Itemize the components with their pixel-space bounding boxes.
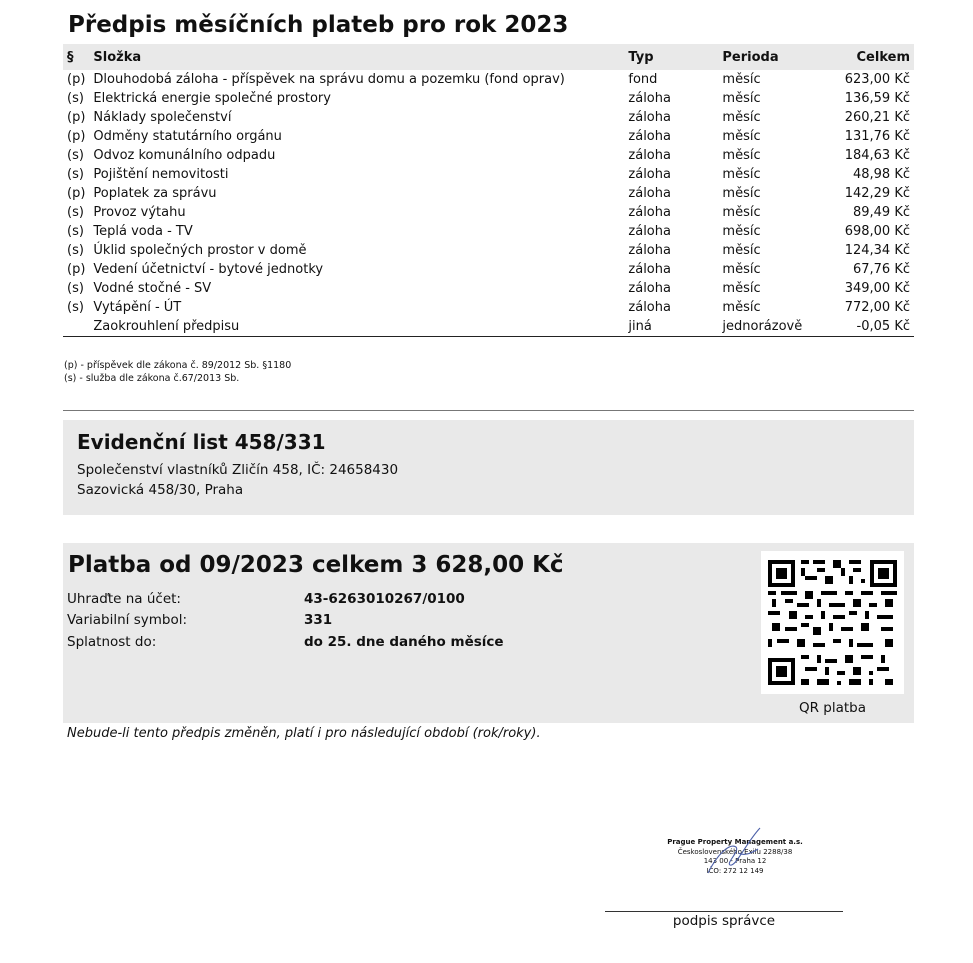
validity-note: Nebude-li tento předpis změněn, platí i pro následující období (rok/roky). — [67, 726, 541, 741]
header-name: Složka — [93, 49, 142, 65]
record-box — [63, 420, 914, 515]
row-period: měsíc — [722, 205, 761, 220]
note-s: (s) - služba dle zákona č.67/2013 Sb. — [64, 373, 240, 384]
stamp-city: 143 00 - Praha 12 — [703, 857, 767, 865]
header-period: Perioda — [722, 49, 779, 65]
row-period: měsíc — [722, 281, 761, 296]
due-label: Splatnost do: — [67, 634, 157, 650]
table-row — [63, 222, 914, 241]
row-mark: (s) — [67, 243, 84, 258]
row-total: 131,76 Kč — [844, 129, 910, 144]
row-type: záloha — [628, 129, 671, 144]
row-name: Vedení účetnictví - bytové jednotky — [93, 262, 324, 277]
stamp-street: Československého Exilu 2288/38 — [677, 847, 793, 856]
table-row — [63, 298, 914, 317]
signature-label: podpis správce — [672, 913, 776, 929]
header-type: Typ — [628, 49, 654, 65]
record-title: Evidenční list 458/331 — [77, 430, 326, 454]
row-name: Provoz výtahu — [93, 205, 186, 220]
row-total: 142,29 Kč — [844, 186, 910, 201]
row-total: 48,98 Kč — [852, 167, 910, 182]
row-mark: (s) — [67, 281, 84, 296]
row-type: záloha — [628, 224, 671, 239]
row-mark: (s) — [67, 300, 84, 315]
row-name: Poplatek za správu — [93, 186, 217, 201]
note-p: (p) - příspěvek dle zákona č. 89/2012 Sb. §1180 — [64, 360, 292, 371]
record-owner: Společenství vlastníků Zličín 458, IČ: 24658430 — [77, 462, 399, 478]
table-row — [63, 70, 914, 89]
row-name: Odvoz komunálního odpadu — [93, 148, 276, 163]
row-mark: (s) — [67, 205, 84, 220]
table-row — [63, 108, 914, 127]
table-row — [63, 89, 914, 108]
row-name: Pojištění nemovitosti — [93, 167, 229, 182]
row-name: Náklady společenství — [93, 110, 232, 125]
row-name: Teplá voda - TV — [93, 224, 193, 239]
row-mark: (p) — [67, 186, 86, 201]
row-total: 623,00 Kč — [844, 72, 910, 87]
row-mark: (p) — [67, 262, 86, 277]
table-row — [63, 317, 914, 337]
account-label: Uhraďte na účet: — [67, 591, 181, 607]
row-type: záloha — [628, 300, 671, 315]
row-type: záloha — [628, 281, 671, 296]
row-type: záloha — [628, 243, 671, 258]
row-name: Úklid společných prostor v domě — [93, 243, 307, 258]
row-mark — [63, 317, 89, 337]
qr-caption: QR platba — [798, 700, 867, 716]
row-mark: (p) — [67, 110, 86, 125]
header-mark: § — [67, 49, 74, 65]
row-period: měsíc — [722, 148, 761, 163]
row-mark: (s) — [67, 167, 84, 182]
row-type: jiná — [624, 317, 718, 337]
table-row — [63, 165, 914, 184]
row-mark: (s) — [67, 148, 84, 163]
row-type: záloha — [628, 148, 671, 163]
row-type: záloha — [628, 167, 671, 182]
row-period: jednorázově — [718, 317, 834, 337]
variable-symbol-value: 331 — [304, 612, 333, 628]
row-name: Vodné stočné - SV — [93, 281, 212, 296]
row-type: záloha — [628, 262, 671, 277]
row-total: 772,00 Kč — [844, 300, 910, 315]
table-row — [63, 260, 914, 279]
row-total: 124,34 Kč — [844, 243, 910, 258]
row-total: 260,21 Kč — [844, 110, 910, 125]
row-total: 67,76 Kč — [852, 262, 910, 277]
row-total: 349,00 Kč — [844, 281, 910, 296]
row-type: záloha — [628, 91, 671, 106]
legend-notes — [64, 359, 291, 385]
qr-code-image — [761, 551, 904, 694]
row-total: 89,49 Kč — [852, 205, 910, 220]
qr-code-icon — [761, 551, 904, 694]
row-name: Dlouhodobá záloha - příspěvek na správu domu a pozemku (fond oprav) — [93, 72, 565, 87]
row-period: měsíc — [722, 91, 761, 106]
row-period: měsíc — [722, 262, 761, 277]
signature-icon — [700, 823, 770, 883]
page-title: Předpis měsíčních plateb pro rok 2023 — [68, 12, 569, 38]
row-period: měsíc — [722, 110, 761, 125]
row-type: záloha — [628, 186, 671, 201]
variable-symbol-label: Variabilní symbol: — [67, 612, 188, 628]
row-total: 184,63 Kč — [844, 148, 910, 163]
table-row — [63, 146, 914, 165]
row-mark: (p) — [67, 129, 86, 144]
due-value: do 25. dne daného měsíce — [304, 634, 504, 650]
row-total: 136,59 Kč — [844, 91, 910, 106]
row-period: měsíc — [722, 72, 761, 87]
row-total: -0,05 Kč — [834, 317, 914, 337]
row-total: 698,00 Kč — [844, 224, 910, 239]
row-mark: (s) — [67, 224, 84, 239]
signature-line — [605, 911, 843, 912]
header-total: Celkem — [856, 49, 910, 65]
row-name: Vytápění - ÚT — [93, 300, 182, 315]
row-mark: (s) — [67, 91, 84, 106]
table-row — [63, 127, 914, 146]
row-type: záloha — [628, 110, 671, 125]
table-row — [63, 184, 914, 203]
row-period: měsíc — [722, 129, 761, 144]
row-period: měsíc — [722, 224, 761, 239]
row-name: Elektrická energie společné prostory — [93, 91, 331, 106]
row-name: Zaokrouhlení předpisu — [89, 317, 624, 337]
row-period: měsíc — [722, 186, 761, 201]
table-row — [63, 241, 914, 260]
table-row — [63, 279, 914, 298]
record-address: Sazovická 458/30, Praha — [77, 482, 244, 498]
stamp-ico: IČO: 272 12 149 — [706, 866, 764, 875]
divider — [63, 410, 914, 411]
table-row — [63, 203, 914, 222]
payment-title: Platba od 09/2023 celkem 3 628,00 Kč — [68, 552, 564, 578]
payment-box — [63, 543, 914, 723]
payment-items-table — [63, 44, 914, 337]
row-name: Odměny statutárního orgánu — [93, 129, 282, 144]
row-period: měsíc — [722, 167, 761, 182]
row-type: fond — [628, 72, 658, 87]
row-period: měsíc — [722, 243, 761, 258]
account-value: 43-6263010267/0100 — [304, 591, 465, 607]
row-period: měsíc — [722, 300, 761, 315]
row-type: záloha — [628, 205, 671, 220]
stamp-company: Prague Property Management a.s. — [667, 838, 803, 846]
row-mark: (p) — [67, 72, 86, 87]
table-header-row — [63, 44, 914, 70]
